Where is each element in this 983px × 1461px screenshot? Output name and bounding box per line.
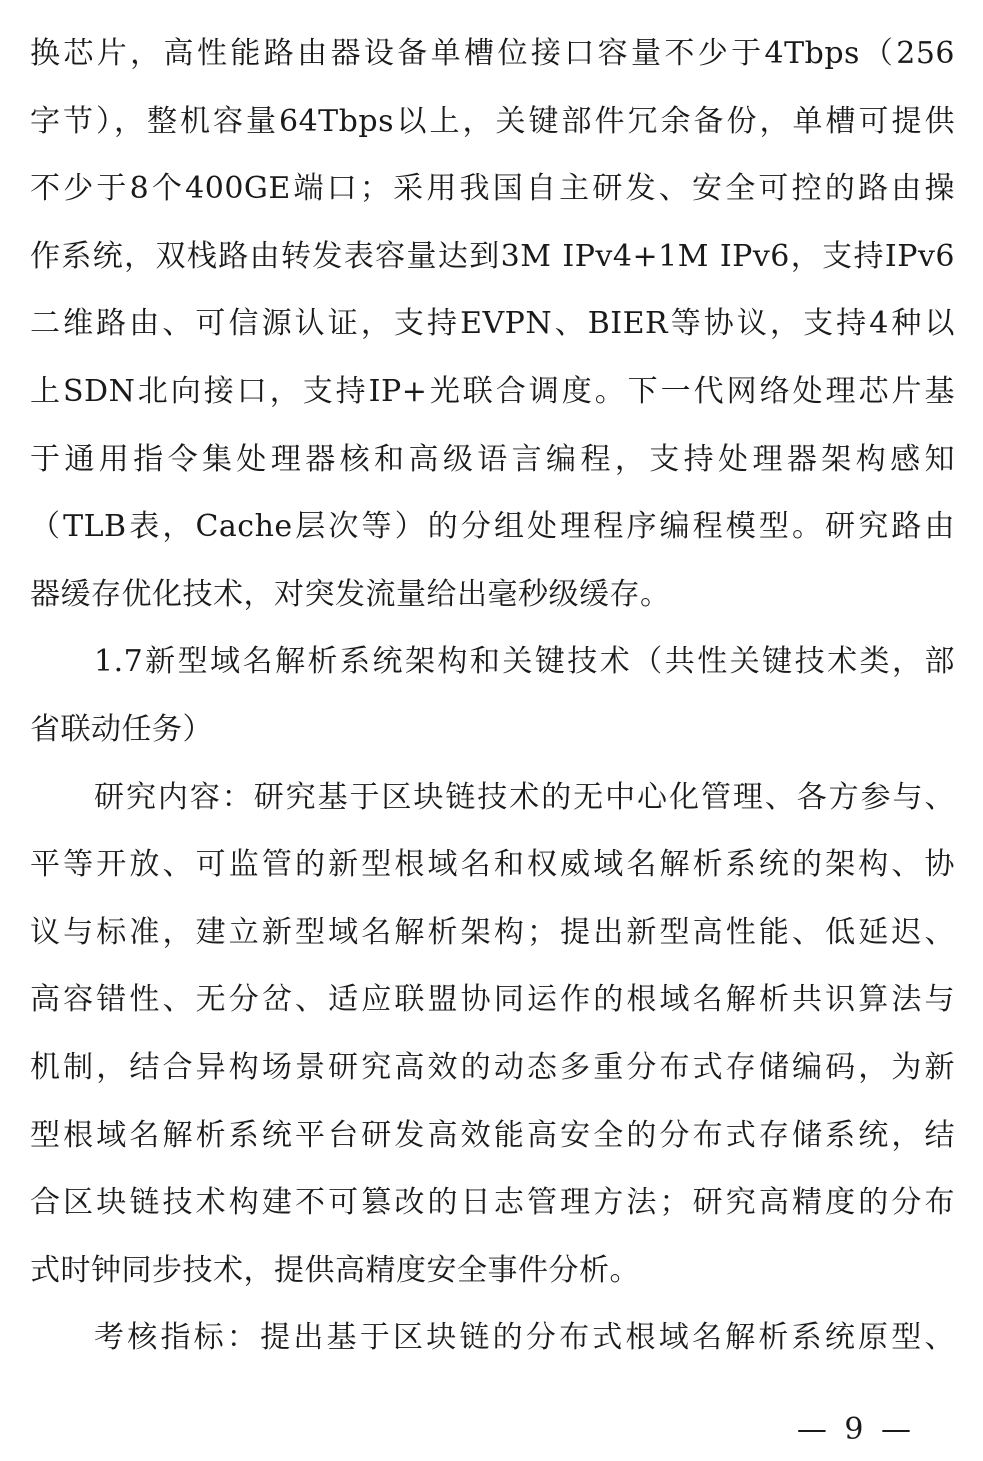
text-line: 器缓存优化技术，对突发流量给出毫秒级缓存。 [30,576,671,612]
text-line: 机制，结合异构场景研究高效的动态多重分布式存储编码，为新 [30,1049,955,1085]
text-line: 换芯片，高性能路由器设备单槽位接口容量不少于4Tbps（256 [30,36,955,71]
text-line: 省联动任务） [30,711,213,747]
text-line: 议与标准，建立新型域名解析架构；提出新型高性能、低延迟、 [30,914,955,950]
text-line: 研究内容：研究基于区块链技术的无中心化管理、各方参与、 [94,779,955,815]
text-line: 二维路由、可信源认证，支持EVPN、BIER等协议，支持4种以 [30,306,955,342]
text-line: 不少于8个400GE端口；采用我国自主研发、安全可控的路由操 [30,171,955,207]
body-text [30,20,955,1372]
text-line: 上SDN北向接口，支持IP+光联合调度。下一代网络处理芯片基 [30,373,955,409]
text-line: 于通用指令集处理器核和高级语言编程，支持处理器架构感知 [30,441,955,477]
text-line: 平等开放、可监管的新型根域名和权威域名解析系统的架构、协 [30,847,955,883]
text-line: 考核指标：提出基于区块链的分布式根域名解析系统原型、 [94,1320,955,1356]
text-line: 式时钟同步技术，提供高精度安全事件分析。 [30,1252,640,1288]
text-line: 字节），整机容量64Tbps以上，关键部件冗余备份，单槽可提供 [30,103,955,139]
text-line: 合区块链技术构建不可篡改的日志管理方法；研究高精度的分布 [30,1185,955,1221]
page-number: — 9 — [796,1412,915,1447]
text-line: 高容错性、无分岔、适应联盟协同运作的根域名解析共识算法与 [30,982,955,1018]
text-line: 型根域名解析系统平台研发高效能高安全的分布式存储系统，结 [30,1117,955,1153]
text-line: 作系统，双栈路由转发表容量达到3M IPv4+1M IPv6，支持IPv6 [30,238,955,274]
text-line: 1.7新型域名解析系统架构和关键技术（共性关键技术类，部 [94,644,955,680]
text-line: （TLB表，Cache层次等）的分组处理程序编程模型。研究路由 [30,509,955,545]
